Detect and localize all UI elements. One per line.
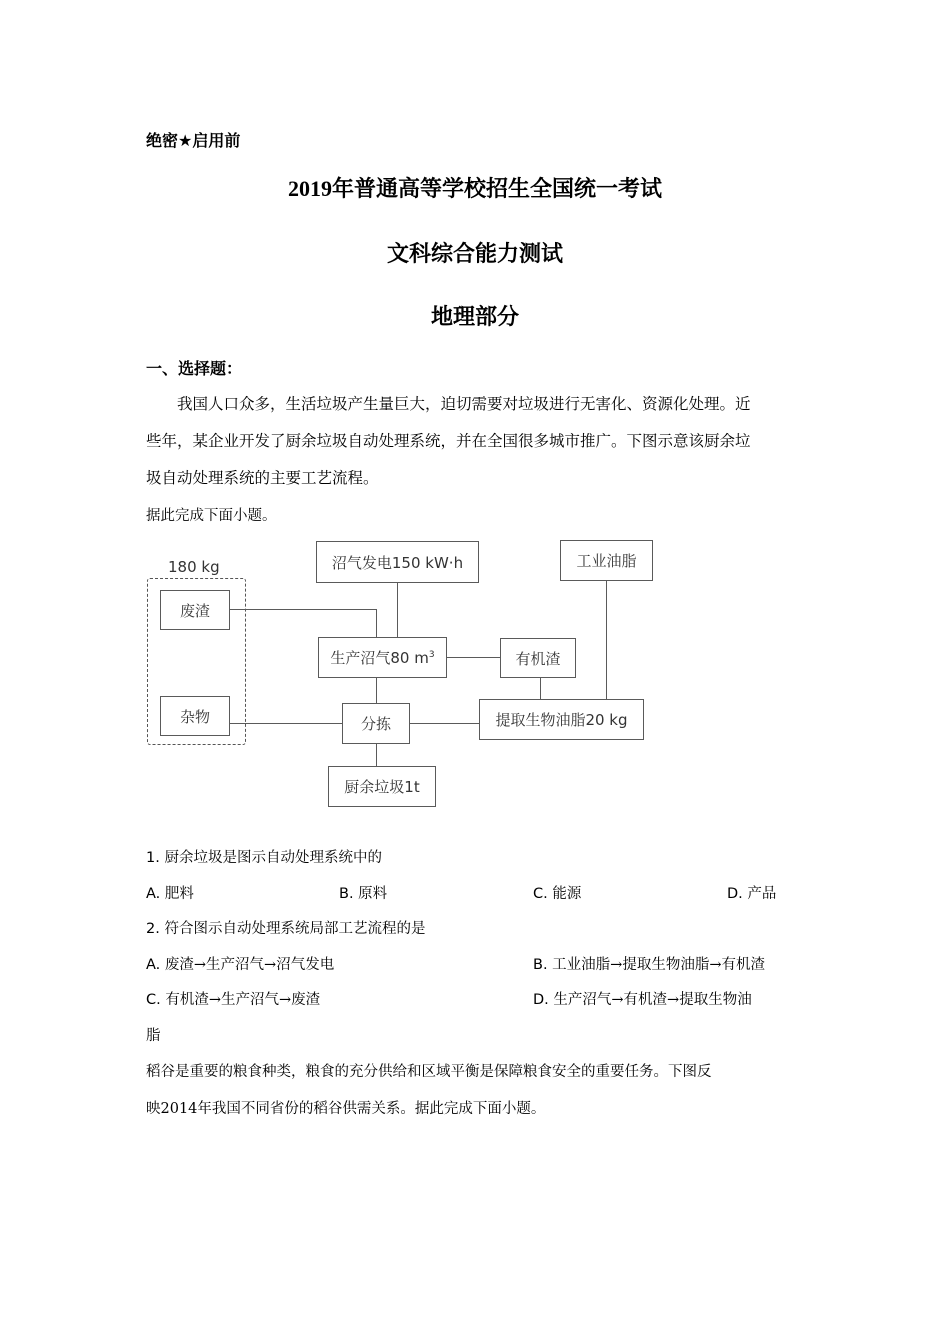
option-text: 肥料: [164, 886, 194, 902]
question-number: 2.: [146, 921, 160, 937]
option-text: 原料: [358, 886, 388, 902]
connector: [376, 678, 377, 703]
q2-option-d-wrap: 脂: [146, 1028, 161, 1044]
option-text: 产品: [747, 886, 777, 902]
option-text: 废渣→生产沼气→沼气发电: [164, 957, 335, 973]
node-sundries: [160, 696, 230, 736]
question-text: 厨余垃圾是图示自动处理系统中的: [164, 850, 382, 866]
node-sorting: [342, 703, 410, 744]
q2-option-b: [533, 953, 765, 974]
option-key: C.: [146, 992, 161, 1008]
next-intro-line-1: 稻谷是重要的粮食种类，粮食的充分供给和区域平衡是保障粮食安全的重要任务。下图反: [146, 1064, 712, 1080]
process-flow-diagram: [140, 530, 680, 820]
intro-line-3: 圾自动处理系统的主要工艺流程。: [146, 469, 379, 487]
q2-option-c: [146, 988, 320, 1009]
question-1-stem: [146, 846, 382, 867]
instruction: 据此完成下面小题。: [146, 508, 277, 524]
question-number: 1.: [146, 850, 160, 866]
q2-option-d: [533, 988, 752, 1009]
node-label: 厨余垃圾1t: [344, 778, 420, 796]
node-label: [330, 647, 434, 668]
q1-option-d: [727, 882, 776, 903]
superscript: 3: [428, 650, 435, 660]
exam-title: 2019年普通高等学校招生全国统一考试: [287, 176, 662, 201]
connector: [376, 744, 377, 766]
option-text: 能源: [552, 886, 582, 902]
intro-line-2: 些年，某企业开发了厨余垃圾自动处理系统，并在全国很多城市推广。下图示意该厨余垃: [146, 432, 751, 450]
connector: [230, 723, 342, 724]
option-key: B.: [339, 886, 354, 902]
node-kitchen-waste: [328, 766, 436, 807]
q2-option-a: [146, 953, 334, 974]
q1-option-a: [146, 882, 194, 903]
node-waste-residue: [160, 590, 230, 630]
node-biogas-power: [316, 541, 479, 583]
q1-option-b: [339, 882, 387, 903]
connector: [606, 581, 607, 699]
node-bio-oil-extract: [479, 699, 644, 740]
question-text: 符合图示自动处理系统局部工艺流程的是: [164, 921, 426, 937]
connector: [376, 609, 377, 637]
exam-subtitle: 文科综合能力测试: [386, 241, 563, 266]
option-key: A.: [146, 957, 161, 973]
next-intro-line-2: 映2014年我国不同省份的稻谷供需关系。据此完成下面小题。: [146, 1101, 546, 1117]
node-label: 废渣: [179, 601, 210, 620]
connector: [540, 678, 541, 699]
node-label: 分拣: [360, 715, 391, 733]
intro-line-1: 我国人口众多，生活垃圾产生量巨大，迫切需要对垃圾进行无害化、资源化处理。近: [177, 395, 751, 413]
connector: [447, 657, 500, 658]
part-heading: 一、选择题：: [146, 359, 243, 378]
connector: [230, 609, 376, 610]
node-industrial-oil: [560, 540, 653, 581]
node-biogas-production: [318, 637, 447, 678]
node-label-text: 生产沼气80 m: [330, 649, 429, 667]
option-text: 生产沼气→有机渣→提取生物油: [553, 992, 752, 1008]
section-title: 地理部分: [430, 304, 519, 329]
node-organic-residue: [500, 638, 576, 678]
node-label: 工业油脂: [576, 552, 637, 570]
option-key: D.: [533, 992, 549, 1008]
connector: [410, 723, 479, 724]
option-key: D.: [727, 886, 743, 902]
option-text: 工业油脂→提取生物油脂→有机渣: [552, 957, 765, 973]
question-2-stem: [146, 917, 425, 938]
confidential-label: 绝密★启用前: [146, 131, 241, 150]
option-key: C.: [533, 886, 548, 902]
node-label: 杂物: [179, 707, 210, 726]
group-mass-label: 180 kg: [168, 558, 220, 576]
q1-option-c: [533, 882, 581, 903]
option-text: 有机渣→生产沼气→废渣: [165, 992, 321, 1008]
node-label: 提取生物油脂20 kg: [495, 711, 628, 729]
connector: [397, 583, 398, 637]
node-label: 沼气发电150 kW·h: [331, 553, 464, 572]
option-key: A.: [146, 886, 161, 902]
option-key: B.: [533, 957, 548, 973]
node-label: 有机渣: [515, 649, 561, 668]
